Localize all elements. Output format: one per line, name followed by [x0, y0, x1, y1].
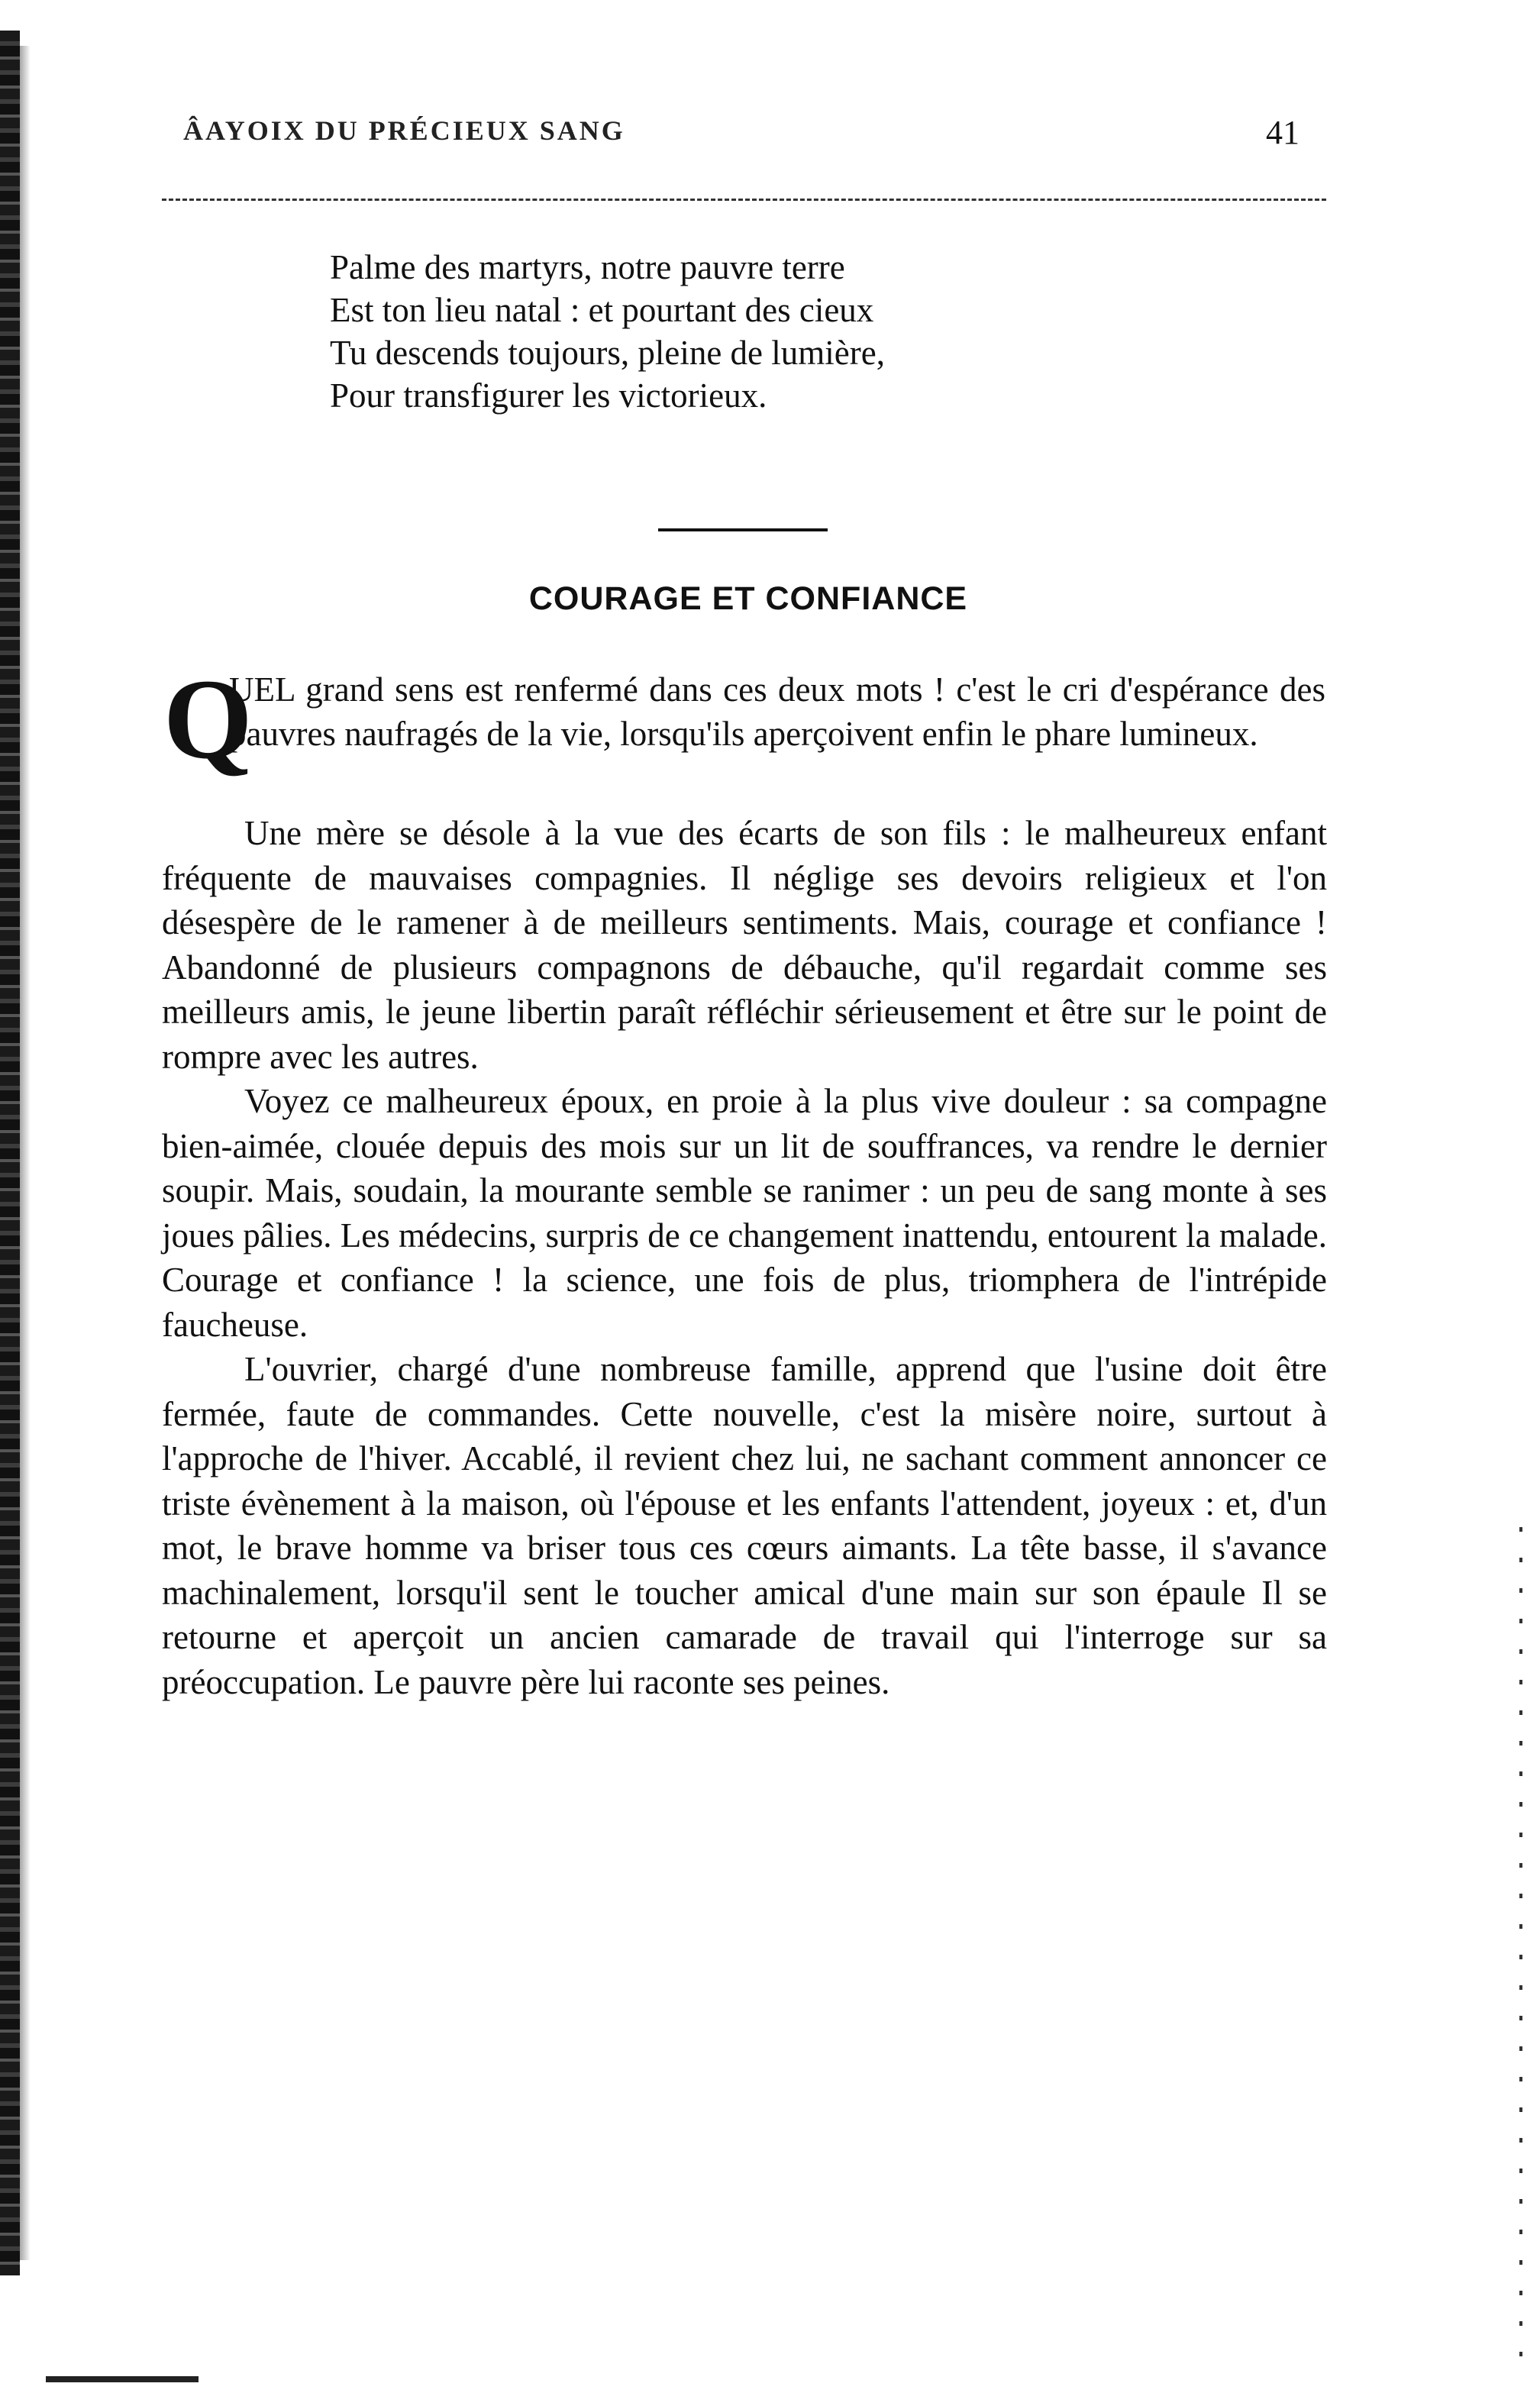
paragraph: Une mère se désole à la vue des écarts de son fils : le malheureux enfant fréquente de mauvaises compagnies. Il néglige ses devoirs religieux et l'on désespère de le ramener à de meilleurs sentiments. Mais, courage et confiance ! Abandonné de plusieurs compagnons de débauche, qu'il regardait comme ses meilleurs amis, le jeune libertin paraît réfléchir sérieusement et être sur le point de rompre avec les autres. — [162, 814, 1327, 1076]
verse-stanza — [330, 246, 1322, 417]
paragraph: Voyez ce malheureux époux, en proie à la plus vive douleur : sa compagne bien-aimée, clouée depuis des mois sur un lit de souffrances, va rendre le dernier soupir. Mais, soudain, la mourante semble se ranimer : un peu de sang monte à ses joues pâlies. Les médecins, surpris de ce changement inattendu, entourent la malade. Courage et confiance ! la science, une fois de plus, triomphera de l'intrépide faucheuse. — [162, 1082, 1327, 1344]
scan-bottom-mark — [46, 2376, 199, 2382]
section-divider — [658, 528, 828, 531]
body-text — [162, 811, 1327, 1704]
binding-shadow — [20, 46, 31, 2260]
verse-line: Palme des martyrs, notre pauvre terre — [330, 248, 845, 286]
scan-specks — [1519, 1527, 1522, 2367]
header-rule — [162, 199, 1326, 201]
verse-line: Pour transfigurer les victorieux. — [330, 376, 767, 415]
page-number: 41 — [1266, 114, 1299, 151]
binding-edge — [0, 31, 20, 2275]
section-title: COURAGE ET CONFIANCE — [528, 580, 968, 617]
verse-line: Est ton lieu natal : et pourtant des cieux — [330, 291, 874, 329]
drop-cap: Q — [163, 656, 253, 783]
running-head: ÂAYOIX DU PRÉCIEUX SANG — [183, 115, 625, 146]
paragraph: L'ouvrier, chargé d'une nombreuse famille, apprend que l'usine doit être fermée, faute de commandes. Cette nouvelle, c'est la misère noire, surtout à l'approche de l'hiver. Accablé, il revient chez lui, ne sachant comment annoncer ce triste évènement à la maison, où l'épouse et les enfants l'attendent, joyeux : et, d'un mot, le brave homme va briser tous ces cœurs aimants. La tête basse, il s'avance machinalement, lorsqu'il sent le toucher amical d'une main sur son épaule Il se retourne et aperçoit un ancien camarade de travail qui l'interroge sur sa préoccupation. Le pauvre père lui raconte ses peines. — [162, 1350, 1327, 1701]
verse-line: Tu descends toujours, pleine de lumière, — [330, 334, 885, 372]
opening-paragraph: UEL grand sens est renfermé dans ces deux mots ! c'est le cri d'espérance des pauvres naufragés de la vie, lorsqu'ils aperçoivent enfin le phare lumineux. — [229, 670, 1325, 753]
